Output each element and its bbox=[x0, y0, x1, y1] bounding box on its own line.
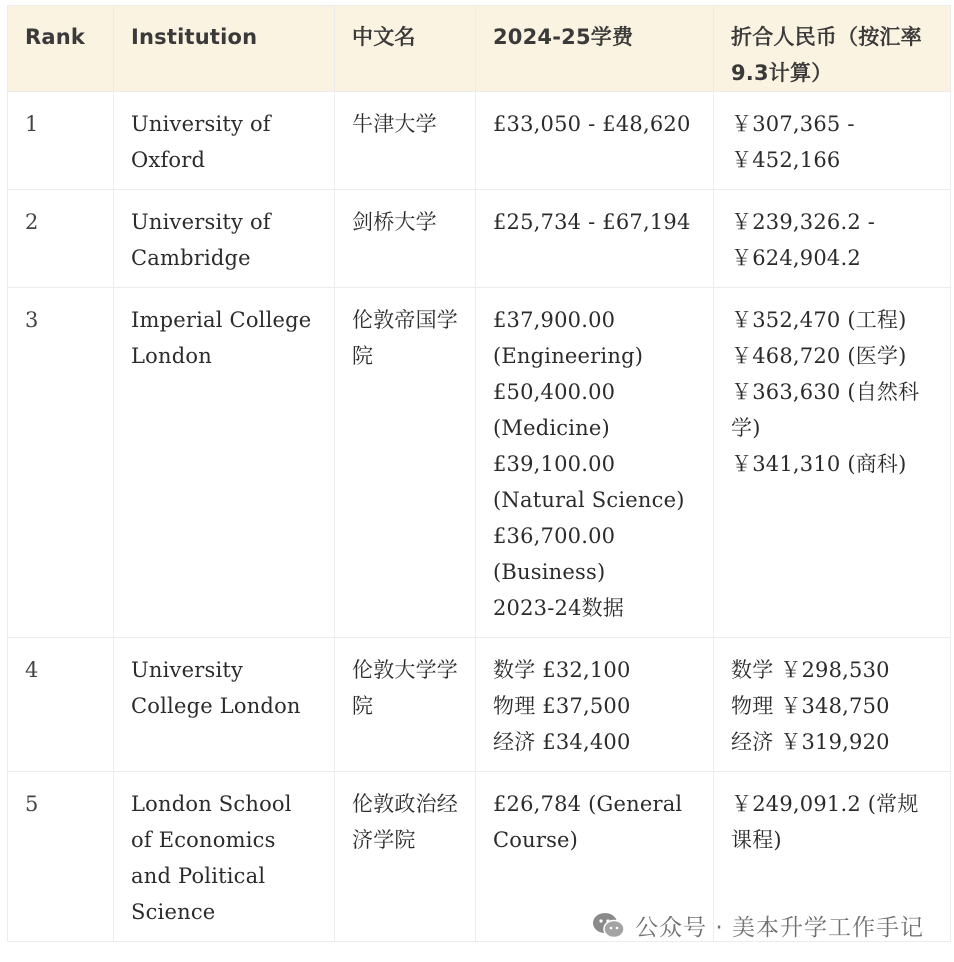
tuition-line: £26,784 (General Course) bbox=[493, 792, 683, 852]
header-chinese-name: 中文名 bbox=[335, 6, 476, 92]
rmb-line: ￥341,310 (商科) bbox=[731, 452, 907, 476]
institution-cell: University College London bbox=[114, 638, 335, 772]
rank-cell: 2 bbox=[8, 190, 114, 288]
tuition-line: £37,900.00 (Engineering) bbox=[493, 308, 644, 368]
rmb-cell bbox=[714, 92, 951, 190]
institution-cell: University of Oxford bbox=[114, 92, 335, 190]
table-row bbox=[8, 190, 951, 288]
rmb-cell bbox=[714, 190, 951, 288]
tuition-line: 经济 £34,400 bbox=[493, 730, 631, 754]
tuition-line: £39,100.00 (Natural Science) bbox=[493, 452, 685, 512]
rmb-cell bbox=[714, 638, 951, 772]
rmb-line: 物理 ￥348,750 bbox=[731, 694, 890, 718]
tuition-line: £25,734 - £67,194 bbox=[493, 210, 691, 234]
header-rank: Rank bbox=[8, 6, 114, 92]
tuition-cell bbox=[476, 638, 714, 772]
rmb-cell bbox=[714, 288, 951, 638]
wechat-icon bbox=[591, 911, 627, 941]
tuition-line: £33,050 - £48,620 bbox=[493, 112, 691, 136]
tuition-line: £50,400.00 (Medicine) bbox=[493, 380, 616, 440]
tuition-line: £36,700.00 (Business) bbox=[493, 524, 616, 584]
rmb-line: ￥468,720 (医学) bbox=[731, 344, 907, 368]
header-tuition: 2024-25学费 bbox=[476, 6, 714, 92]
tuition-cell bbox=[476, 190, 714, 288]
institution-cell: University of Cambridge bbox=[114, 190, 335, 288]
header-rmb: 折合人民币（按汇率9.3计算） bbox=[714, 6, 951, 92]
rmb-line: 数学 ￥298,530 bbox=[731, 658, 890, 682]
watermark bbox=[591, 909, 924, 942]
tuition-cell bbox=[476, 92, 714, 190]
rank-cell: 1 bbox=[8, 92, 114, 190]
chinese-name-cell: 剑桥大学 bbox=[335, 190, 476, 288]
rmb-line: ￥239,326.2 - ￥624,904.2 bbox=[731, 210, 876, 270]
institution-cell: London School of Economics and Political Science bbox=[114, 772, 335, 942]
tuition-table bbox=[7, 5, 951, 942]
table-row bbox=[8, 638, 951, 772]
tuition-line: 物理 £37,500 bbox=[493, 694, 631, 718]
rank-cell: 3 bbox=[8, 288, 114, 638]
watermark-text: 公众号 · 美本升学工作手记 bbox=[635, 915, 924, 941]
rank-cell: 4 bbox=[8, 638, 114, 772]
header-institution: Institution bbox=[114, 6, 335, 92]
tuition-cell bbox=[476, 288, 714, 638]
chinese-name-cell: 牛津大学 bbox=[335, 92, 476, 190]
rmb-line: ￥307,365 - ￥452,166 bbox=[731, 112, 855, 172]
rank-cell: 5 bbox=[8, 772, 114, 942]
rmb-line: 经济 ￥319,920 bbox=[731, 730, 890, 754]
table-row bbox=[8, 92, 951, 190]
table-row bbox=[8, 288, 951, 638]
rmb-line: ￥352,470 (工程) bbox=[731, 308, 907, 332]
rmb-line: ￥363,630 (自然科学) bbox=[731, 380, 920, 440]
chinese-name-cell: 伦敦帝国学院 bbox=[335, 288, 476, 638]
rmb-line: ￥249,091.2 (常规课程) bbox=[731, 792, 919, 852]
table-header-row bbox=[8, 6, 951, 92]
tuition-line: 数学 £32,100 bbox=[493, 658, 631, 682]
tuition-note: 2023-24数据 bbox=[493, 596, 625, 620]
chinese-name-cell: 伦敦大学学院 bbox=[335, 638, 476, 772]
institution-cell: Imperial College London bbox=[114, 288, 335, 638]
chinese-name-cell: 伦敦政治经济学院 bbox=[335, 772, 476, 942]
